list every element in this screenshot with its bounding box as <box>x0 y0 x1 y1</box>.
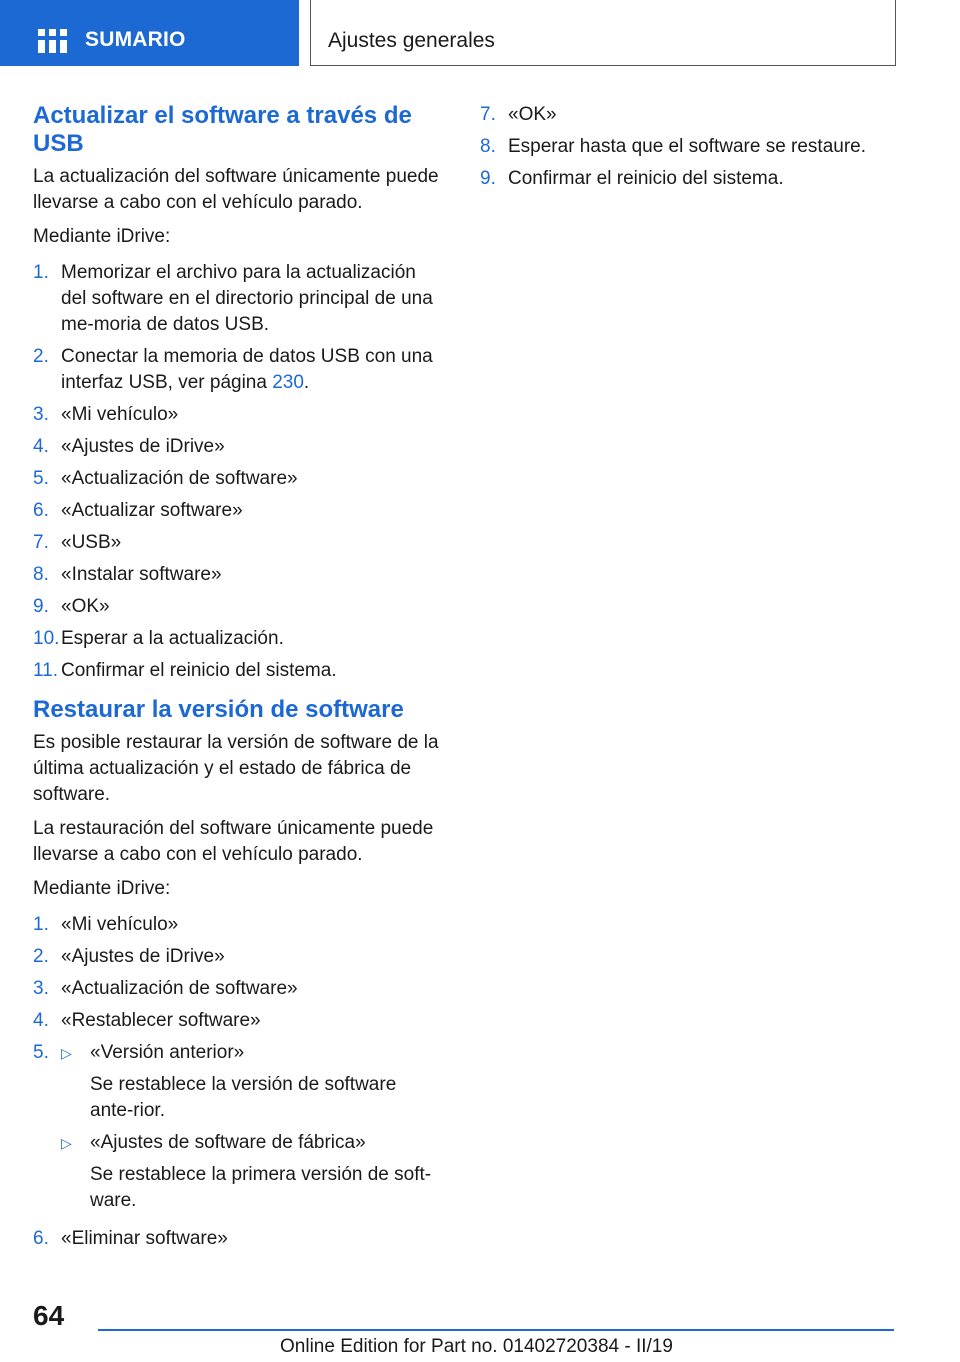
step-text: «Ajustes de iDrive» <box>61 436 225 457</box>
right-column <box>480 102 900 204</box>
list-item <box>33 944 443 970</box>
sumario-label: SUMARIO <box>85 28 186 51</box>
step-text: Confirmar el reinicio del sistema. <box>61 660 337 681</box>
restore-via: Mediante iDrive: <box>33 878 171 899</box>
option-description: Se restablece la versión de software ante-rior. <box>90 1074 397 1121</box>
left-column <box>33 102 443 1264</box>
step-text: «Mi vehículo» <box>61 404 179 425</box>
step-number: 9. <box>480 168 496 189</box>
list-item <box>33 562 443 588</box>
option-label: «Ajustes de software de fábrica» <box>90 1132 366 1153</box>
list-item <box>480 102 900 128</box>
list-item <box>33 1226 443 1252</box>
restore-paragraph-2: La restauración del software únicamente puede llevarse a cabo con el vehículo parado. <box>33 818 434 865</box>
triangle-bullet-icon: ▷ <box>61 1045 72 1061</box>
list-item <box>33 402 443 428</box>
step-text: «Actualizar software» <box>61 500 243 521</box>
step-text: «Restablecer software» <box>61 1010 261 1031</box>
step-number: 6. <box>33 1228 49 1249</box>
step-number: 6. <box>33 500 49 521</box>
usb-update-steps <box>33 260 443 684</box>
step-number: 1. <box>33 262 49 283</box>
list-item <box>33 976 443 1002</box>
usb-update-via: Mediante iDrive: <box>33 226 171 247</box>
step-text: «Instalar software» <box>61 564 222 585</box>
list-item <box>33 260 443 338</box>
step-text: Memorizar el archivo para la actualización del software en el directorio principal de una me-moria de datos USB. <box>61 262 433 335</box>
list-item <box>33 626 443 652</box>
page-reference-link[interactable]: 230 <box>272 372 304 393</box>
restore-steps-right <box>480 102 900 192</box>
option-body <box>90 1130 443 1214</box>
step-text: «Ajustes de iDrive» <box>61 946 225 967</box>
step-text: «Eliminar software» <box>61 1228 228 1249</box>
step-number: 8. <box>480 136 496 157</box>
step-text: «USB» <box>61 532 122 553</box>
step-number: 9. <box>33 596 49 617</box>
step-number: 8. <box>33 564 49 585</box>
option-body <box>90 1040 443 1124</box>
step-number: 7. <box>480 104 496 125</box>
list-item <box>33 912 443 938</box>
option-description: Se restablece la primera versión de soft-ware. <box>90 1164 432 1211</box>
list-item <box>33 594 443 620</box>
usb-update-heading: Actualizar el software a través de USB <box>33 102 412 157</box>
step-text-after: . <box>303 372 310 393</box>
step-text: «OK» <box>508 104 557 125</box>
step-text: «Actualización de software» <box>61 468 298 489</box>
list-item <box>33 344 443 396</box>
list-item <box>480 134 900 160</box>
step-number: 7. <box>33 532 49 553</box>
step-text <box>61 344 443 396</box>
step-number: 4. <box>33 436 49 457</box>
restore-heading: Restaurar la versión de software <box>33 696 404 723</box>
sumario-button[interactable] <box>0 0 299 66</box>
step-text: «Mi vehículo» <box>61 914 179 935</box>
page-header <box>0 0 960 66</box>
list-item <box>33 434 443 460</box>
option-item <box>61 1130 443 1214</box>
step-text: «Actualización de software» <box>61 978 298 999</box>
step-number: 3. <box>33 978 49 999</box>
triangle-bullet-icon: ▷ <box>61 1135 72 1151</box>
restore-steps-left <box>33 912 443 1252</box>
step-text: «OK» <box>61 596 110 617</box>
list-item <box>33 1040 443 1220</box>
step-number: 3. <box>33 404 49 425</box>
restore-paragraph-1: Es posible restaurar la versión de software de la última actualización y el estado de fábrica de software. <box>33 732 439 805</box>
option-label: «Versión anterior» <box>90 1042 245 1063</box>
step-options <box>61 1040 443 1220</box>
grid-menu-icon <box>38 29 68 53</box>
list-item <box>33 466 443 492</box>
step-number: 4. <box>33 1010 49 1031</box>
page-number: 64 <box>33 1300 65 1331</box>
list-item <box>33 1008 443 1034</box>
step-number: 11. <box>33 660 59 681</box>
option-item <box>61 1040 443 1124</box>
footer-edition: Online Edition for Part no. 01402720384 - II/19 <box>280 1336 673 1357</box>
step-number: 2. <box>33 946 49 967</box>
step-text-before: Conectar la memoria de datos USB con una interfaz USB, ver página <box>61 346 433 393</box>
usb-update-intro: La actualización del software únicamente puede llevarse a cabo con el vehículo parado. <box>33 166 439 213</box>
list-item <box>33 658 443 684</box>
step-text: Esperar a la actualización. <box>61 628 284 649</box>
list-item <box>33 530 443 556</box>
section-title-box <box>310 0 896 66</box>
step-text: Esperar hasta que el software se restaure. <box>508 136 867 157</box>
step-text: Confirmar el reinicio del sistema. <box>508 168 784 189</box>
step-number: 2. <box>33 346 49 367</box>
step-number: 1. <box>33 914 49 935</box>
list-item <box>33 498 443 524</box>
step-number: 10. <box>33 628 60 649</box>
section-title: Ajustes generales <box>328 29 495 52</box>
step-number: 5. <box>33 1042 49 1063</box>
footer-divider <box>98 1329 894 1331</box>
list-item <box>480 166 900 192</box>
step-number: 5. <box>33 468 49 489</box>
